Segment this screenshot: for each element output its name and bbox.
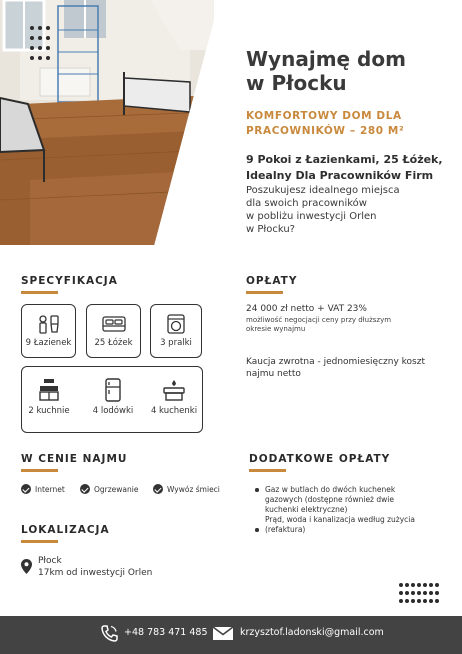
- highlight-text: [246, 152, 451, 184]
- extra-fee-line: Prąd, woda i kanalizacja według zużycia: [265, 515, 415, 524]
- location-text: [38, 555, 152, 579]
- location-distance: 17km od inwestycji Orlen: [38, 568, 153, 578]
- extra-fees-heading: DODATKOWE OPŁATY: [249, 453, 391, 465]
- fees-heading: OPŁATY: [246, 275, 298, 287]
- spec-item: [146, 378, 202, 416]
- spec-item: [21, 314, 76, 348]
- included-item: [153, 484, 220, 494]
- location-heading-underline: [21, 540, 58, 543]
- location-city: Płock: [38, 556, 62, 566]
- check-icon: [80, 484, 90, 494]
- spec-item: [150, 314, 202, 348]
- intro-line: Poszukujesz idealnego miejsca: [246, 185, 400, 196]
- check-icon: [153, 484, 163, 494]
- spec-item: [85, 378, 141, 416]
- intro-line: w pobliżu inwestycji Orlen: [246, 211, 377, 222]
- decorative-dots-top: [30, 26, 50, 62]
- deposit-line: Kaucja zwrotna - jednomiesięczny koszt: [246, 357, 425, 367]
- subtitle-line: PRACOWNIKÓW – 280 M²: [246, 125, 405, 137]
- fees-heading-underline: [246, 291, 283, 294]
- email-icon: [212, 626, 234, 641]
- extra-fee-line: kuchenki elektryczne): [265, 505, 348, 514]
- included-item: [80, 484, 138, 494]
- decorative-dots-bottom: [399, 583, 439, 603]
- price-note-line: okresie wynajmu: [246, 325, 306, 333]
- deposit-info: [246, 356, 446, 380]
- intro-line: dla swoich pracowników: [246, 198, 367, 209]
- spec-label: 9 Łazienek: [25, 338, 72, 348]
- phone-icon: [99, 624, 119, 642]
- intro-line: w Płocku?: [246, 224, 295, 235]
- extra-fee-line: gazowych (dostępne również dwie: [265, 495, 394, 504]
- subtitle-line: KOMFORTOWY DOM DLA: [246, 110, 402, 122]
- included-heading: W CENIE NAJMU: [21, 453, 128, 465]
- spec-label: 25 Łóżek: [94, 338, 133, 348]
- included-item: [21, 484, 65, 494]
- highlight-line: 9 Pokoi z Łazienkami, 25 Łóżek,: [246, 153, 443, 166]
- included-heading-underline: [21, 469, 58, 472]
- included-label: Internet: [35, 484, 65, 494]
- spec-label: 3 pralki: [160, 338, 192, 348]
- bed-icon: [101, 314, 127, 334]
- kitchen-icon: [37, 378, 61, 402]
- extra-fee-line: (refaktura): [265, 525, 306, 534]
- extra-fee-item: [255, 525, 450, 535]
- washing-machine-icon: [166, 314, 186, 334]
- phone-link[interactable]: +48 783 471 485: [124, 627, 208, 638]
- page-title: [246, 47, 446, 95]
- title-line: w Płocku: [246, 71, 347, 95]
- location-pin-icon: [21, 559, 32, 574]
- bathroom-icon: [37, 314, 61, 334]
- spec-label: 4 kuchenki: [150, 406, 198, 416]
- spec-label: 4 lodówki: [92, 406, 134, 416]
- included-label: Wywóz śmieci: [167, 484, 220, 494]
- highlight-line: Idealny Dla Pracowników Firm: [246, 169, 434, 182]
- extra-fees-heading-underline: [249, 469, 286, 472]
- spec-label: 2 kuchnie: [28, 406, 70, 416]
- extra-fee-item: [255, 485, 450, 525]
- price-note-line: możliwość negocjacji ceny przy dłuższym: [246, 316, 392, 324]
- stove-icon: [162, 378, 186, 402]
- location-heading: LOKALIZACJA: [21, 524, 110, 536]
- extra-fees-list: [255, 485, 450, 535]
- fridge-icon: [103, 378, 123, 402]
- specs-heading-underline: [21, 291, 58, 294]
- title-line: Wynajmę dom: [246, 47, 406, 71]
- specs-heading: SPECYFIKACJA: [21, 275, 118, 287]
- extra-fee-line: Gaz w butlach do dwóch kuchenek: [265, 485, 396, 494]
- price-note: [246, 316, 426, 334]
- deposit-line: najmu netto: [246, 369, 301, 379]
- subtitle: [246, 109, 446, 139]
- intro-text: [246, 184, 446, 236]
- check-icon: [21, 484, 31, 494]
- included-label: Ogrzewanie: [94, 484, 139, 494]
- spec-item: [86, 314, 141, 348]
- price: 24 000 zł netto + VAT 23%: [246, 304, 367, 314]
- spec-item: [21, 378, 77, 416]
- email-link[interactable]: krzysztof.ladonski@gmail.com: [240, 627, 384, 638]
